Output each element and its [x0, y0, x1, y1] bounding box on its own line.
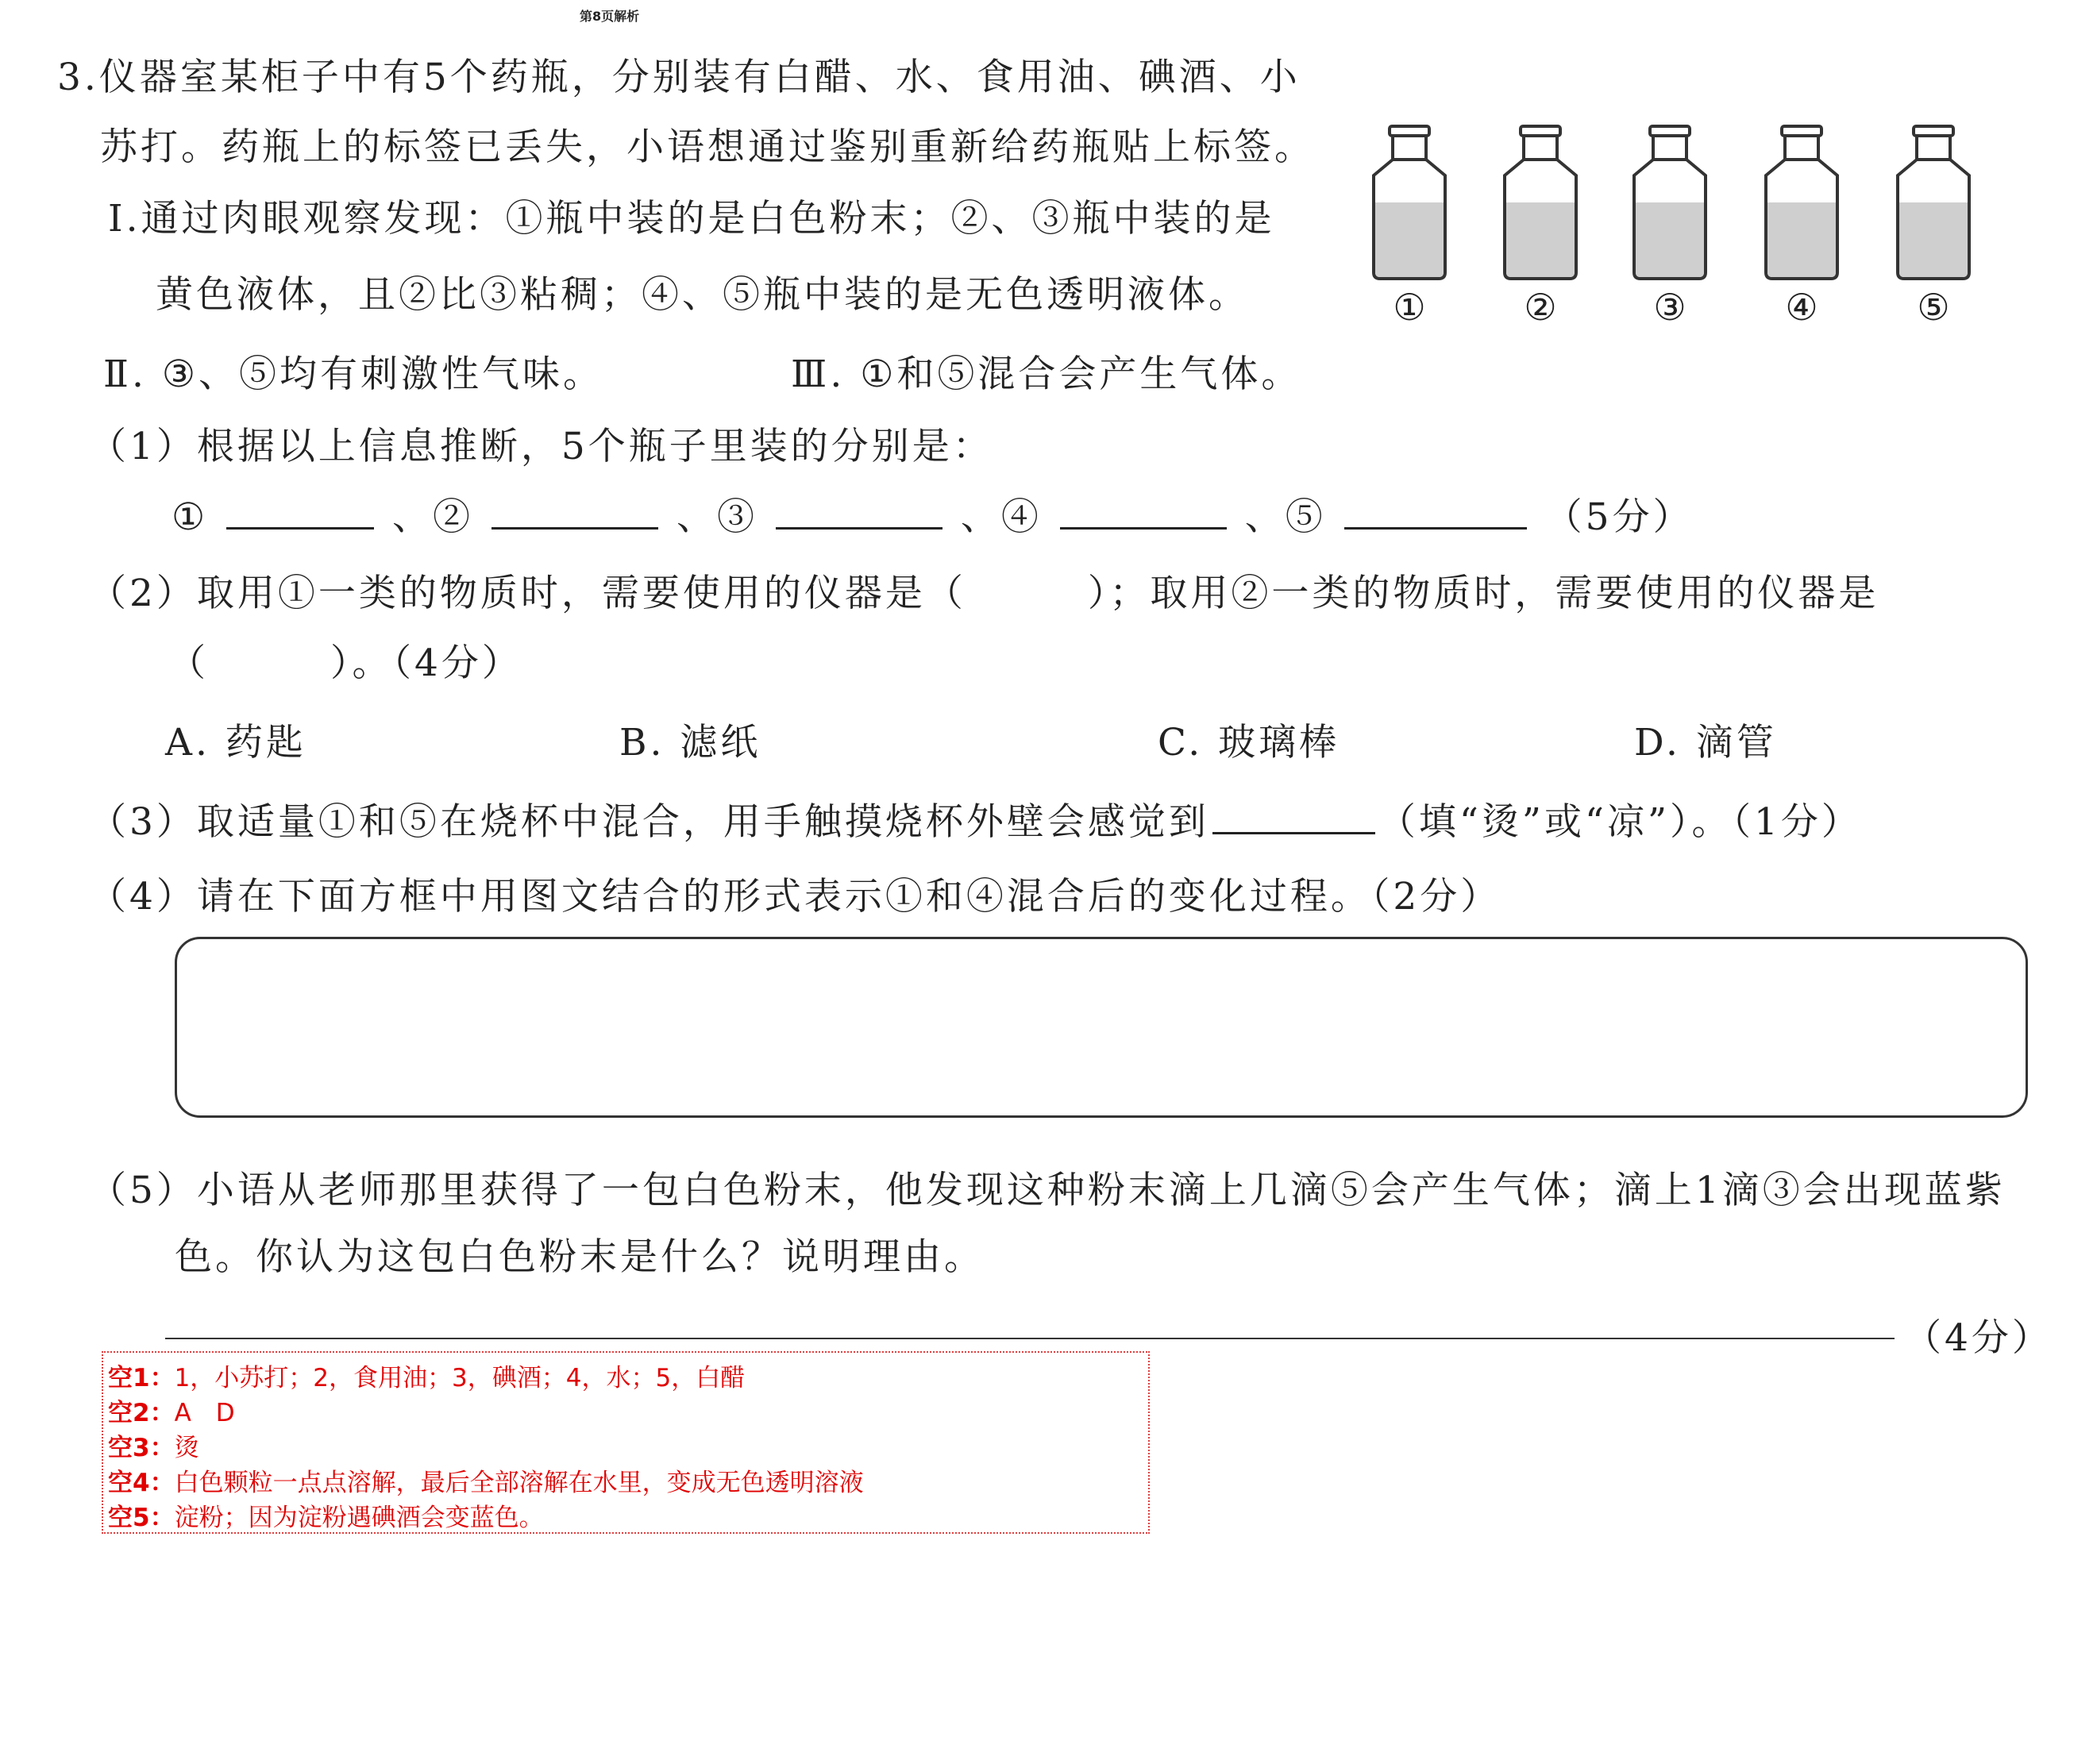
part5-line-1: （5）小语从老师那里获得了一包白色粉末，他发现这种粉末滴上几滴⑤会产生气体；滴上1滴③会出现蓝紫: [89, 1169, 2006, 1212]
bottle-1-icon: [1366, 123, 1453, 282]
part3-question: （3）取适量①和⑤在烧杯中混合，用手触摸烧杯外壁会感觉到: [89, 800, 1209, 844]
answer-key: 空4：: [108, 1469, 175, 1497]
blank-5[interactable]: [1344, 519, 1527, 530]
answer-key: 空1：: [108, 1364, 175, 1392]
observation-1-line-1: Ⅰ.通过肉眼观察发现：①瓶中装的是白色粉末；②、③瓶中装的是: [108, 197, 1275, 241]
part4-question: （4）请在下面方框中用图文结合的形式表示①和④混合后的变化过程。（2分）: [89, 875, 1501, 919]
part5-score: （4分）: [1904, 1316, 2053, 1360]
fill-label-5: 、⑤: [1244, 495, 1326, 539]
answer-value: 淀粉；因为淀粉遇碘酒会变蓝色。: [174, 1504, 544, 1532]
blank-2[interactable]: [491, 519, 658, 530]
blank-4[interactable]: [1060, 519, 1227, 530]
bottle-label-1: ①: [1393, 286, 1426, 329]
option-c: C. 玻璃棒: [1158, 721, 1340, 765]
answer-value: 白色颗粒一点点溶解，最后全部溶解在水里，变成无色透明溶液: [174, 1469, 864, 1497]
fill-label-2: 、②: [392, 495, 474, 539]
part2-line-2: （ ）。（4分）: [168, 641, 522, 685]
part1-title: （1）根据以上信息推断，5个瓶子里装的分别是：: [89, 425, 993, 468]
answer-key: 空5：: [108, 1504, 175, 1532]
option-b: B. 滤纸: [619, 721, 761, 765]
part5-answer-line[interactable]: [165, 1338, 1895, 1339]
answer-key: 空2：: [108, 1399, 175, 1427]
fill-label-4: 、④: [960, 495, 1042, 539]
answer-key-box: [102, 1351, 1150, 1534]
answer-value: 烫: [174, 1434, 199, 1462]
bottle-label-4: ④: [1785, 286, 1818, 329]
part1-fill-line: [172, 487, 1694, 541]
part3-blank[interactable]: [1212, 824, 1375, 834]
answer-key: 空3：: [108, 1434, 175, 1462]
answer-value: 1，小苏打；2，食用油；3，碘酒；4，水；5，白醋: [174, 1364, 746, 1392]
answer-row: [108, 1427, 199, 1463]
fill-label-1: ①: [172, 495, 209, 539]
fill-label-3: 、③: [676, 495, 757, 539]
observation-2: Ⅱ. ③、⑤均有刺激性气味。: [103, 352, 603, 396]
observation-3: Ⅲ. ①和⑤混合会产生气体。: [791, 352, 1302, 396]
bottle-label-3: ③: [1653, 286, 1686, 329]
part3-line: [89, 792, 1862, 845]
bottle-label-5: ⑤: [1917, 286, 1950, 329]
bottle-2-icon: [1497, 123, 1584, 282]
question-line-1: 3.仪器室某柜子中有5个药瓶，分别装有白醋、水、食用油、碘酒、小: [57, 56, 1301, 99]
question-line-2: 苏打。药瓶上的标签已丢失，小语想通过鉴别重新给药瓶贴上标签。: [100, 125, 1315, 169]
bottle-label-2: ②: [1524, 286, 1557, 329]
part3-hint: （填“烫”或“凉”）。（1分）: [1378, 800, 1862, 844]
answer-row: [108, 1358, 745, 1393]
option-d: D. 滴管: [1634, 721, 1777, 765]
observation-1-line-2: 黄色液体，且②比③粘稠；④、⑤瓶中装的是无色透明液体。: [156, 273, 1249, 317]
answer-value: A D: [174, 1399, 235, 1427]
answer-row: [108, 1392, 235, 1428]
drawing-answer-box[interactable]: [175, 937, 2028, 1118]
option-a: A. 药匙: [165, 721, 306, 765]
bottle-3-icon: [1626, 123, 1713, 282]
bottle-4-icon: [1758, 123, 1845, 282]
bottles-illustration: [1366, 123, 2001, 345]
bottle-5-icon: [1890, 123, 1977, 282]
part5-line-2: 色。你认为这包白色粉末是什么？说明理由。: [175, 1235, 985, 1279]
part1-score: （5分）: [1544, 495, 1694, 539]
answer-row: [108, 1497, 544, 1533]
part2-line-1: （2）取用①一类的物质时，需要使用的仪器是（ ）；取用②一类的物质时，需要使用的仪器是: [89, 572, 1879, 615]
blank-3[interactable]: [776, 519, 942, 530]
blank-1[interactable]: [226, 519, 374, 530]
answer-row: [108, 1462, 864, 1498]
page-header: 第8页解析: [580, 9, 640, 24]
